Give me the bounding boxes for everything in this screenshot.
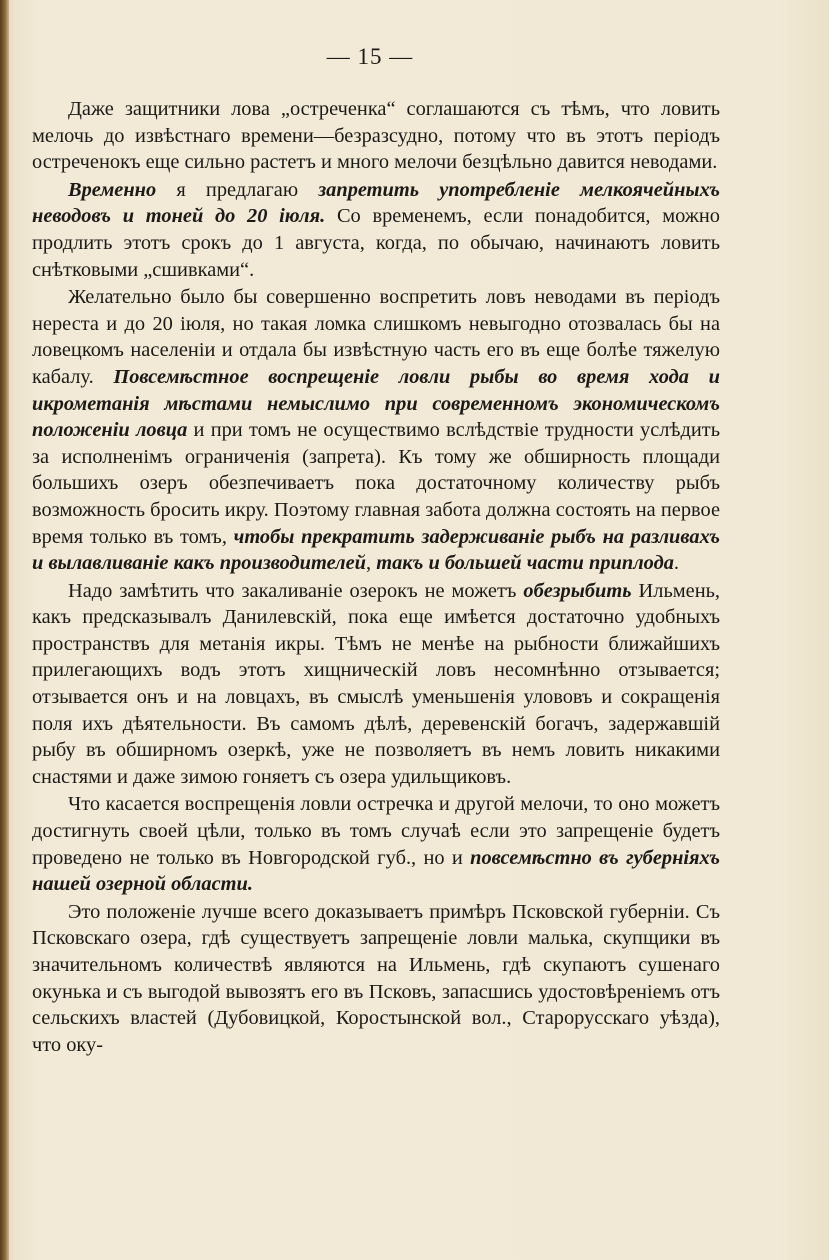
emphasis-text: запретить употребленіе мелкоячейныхъ неводовъ и тоней до 20 іюля. — [32, 178, 720, 228]
emphasis-text: повсемѣстно въ губерніяхъ нашей озерной области. — [32, 846, 720, 896]
text-run: Ильмень, какъ предсказывалъ Данилевскій, пока еще имѣется достаточно удобныхъ пространствъ для метанія икры. Тѣмъ не менѣе на рыбности ближайшихъ прилегающихъ водъ этотъ хищническій ловъ несомнѣнно отзывается; отзывается онъ и на ловцахъ, въ смыслѣ уменьшенія улововъ и сокращенія поля ихъ дѣятельности. Въ самомъ дѣлѣ, деревенскій богачъ, задержавшій рыбу въ обширномъ озеркѣ, уже не позволяетъ въ немъ ловить никакими снастями и даже зимою гоняетъ съ озера удильщиковъ. — [32, 579, 721, 788]
emphasis-text: Временно — [68, 178, 157, 201]
text-run: Надо замѣтить что закаливаніе озерокъ не можетъ — [68, 579, 524, 602]
text-run: . — [673, 552, 680, 575]
text-run: Что касается воспрещенія ловли остречка и другой мелочи, то оно можетъ достигнуть своей цѣли, только въ томъ случаѣ если это запрещеніе будетъ проведено не только въ Новгородской губ., но и — [32, 793, 720, 869]
emphasis-text: обезрыбить — [523, 579, 632, 602]
paragraph — [32, 96, 720, 176]
paragraph — [32, 578, 720, 791]
text-run: я предлагаю — [156, 178, 319, 201]
text-run: и при томъ не осуществимо вслѣдствіе трудности услѣдить за исполненімъ ограниченія (запрета). Къ тому же обширность площади большихъ озеръ обезпечиваетъ пока достаточному количеству рыбъ возможность бросить икру. Поэтому главная забота должна состоять на первое время только въ томъ, — [32, 419, 720, 548]
paragraph — [32, 177, 720, 283]
emphasis-text: Повсемѣстное воспрещеніе ловли рыбы во время хода и икрометанія мѣстами немыслимо при современномъ экономическомъ положеніи ловца — [32, 365, 720, 442]
page-number: — 15 — — [326, 44, 414, 69]
paragraph — [32, 284, 720, 577]
text-run: Даже защитники лова „остреченка“ соглашаются съ тѣмъ, что ловить мелочь до извѣстнаго времени—безразсудно, потому что въ этотъ періодъ остреченокъ еще сильно растетъ и много мелочи безцѣльно давится неводами. — [32, 98, 720, 174]
text-run: , — [366, 552, 377, 575]
text-run: Со временемъ, если понадобится, можно продлить этотъ срокъ до 1 августа, когда, по обычаю, начинаютъ ловить снѣтковыми „сшивками“. — [32, 205, 721, 281]
paragraph — [32, 791, 720, 897]
text-run: Это положеніе лучше всего доказываетъ примѣръ Псковской губерніи. Съ Псковскаго озера, гдѣ существуетъ запрещеніе ловли малька, скупщики въ значительномъ количествѣ являются на Ильмень, гдѣ скупаютъ сушенаго окунька и съ выгодой вывозятъ его въ Псковъ, запасшись удостовѣреніемъ отъ сельскихъ властей (Дубовицкой, Коростынской вол., Старорусскаго уѣзда), что оку- — [32, 900, 720, 1056]
paragraph — [32, 899, 720, 1059]
book-spine — [0, 0, 9, 1260]
emphasis-text: такъ и большей части приплода — [376, 552, 674, 575]
text-run: Желательно было бы совершенно воспретить ловъ неводами въ періодъ нереста и до 20 іюля, но такая ломка слишкомъ невыгодно отозвалась бы на ловецкомъ населеніи и отдала бы извѣстную часть его въ еще болѣе тяжелую кабалу. — [32, 286, 720, 388]
body-text — [32, 96, 720, 1058]
emphasis-text: чтобы прекратить задерживаніе рыбъ на разливахъ и вылавливаніе какъ производителей — [32, 525, 720, 575]
